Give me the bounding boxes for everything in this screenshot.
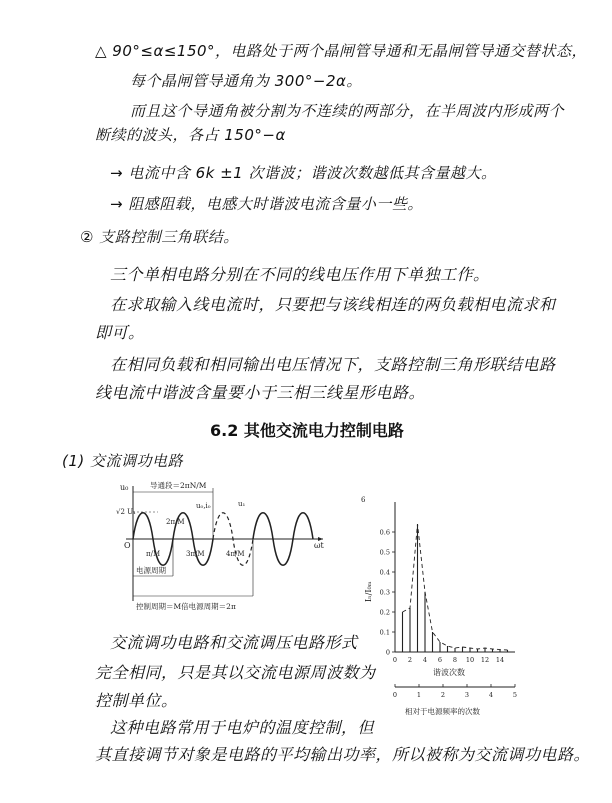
- x2-tick-label: 2: [440, 691, 446, 699]
- chart-corner-label: 6: [361, 496, 366, 504]
- x2-tick-label: 5: [512, 691, 518, 699]
- note-line-4: 断续的波头，各占 150°−α: [95, 126, 286, 144]
- y-tick-label: 0.4: [379, 568, 390, 577]
- label-u1: u₁: [238, 500, 246, 508]
- chart-x-label: 谐波次数: [433, 668, 465, 677]
- note-line-8: 三个单相电路分别在不同的线电压作用下单独工作。: [110, 265, 490, 284]
- note-line-3: 而且这个导通角被分割为不连续的两部分，在半周波内形成两个: [130, 102, 565, 120]
- para2-line1: 这种电路常用于电炉的温度控制，但: [110, 718, 375, 737]
- sub-title: (1) 交流调功电路: [62, 452, 184, 470]
- note-line-5: → 电流中含 6k ±1 次谐波；谐波次数越低其含量越大。: [110, 164, 497, 182]
- x-tick-label: 4: [422, 656, 428, 664]
- x-tick-label: 12: [480, 656, 490, 664]
- label-period-ctl: 控制周期＝M倍电源周期＝2π: [136, 602, 236, 611]
- x-tick-label: 8: [452, 656, 458, 664]
- label-4pi-m: 4π/M: [226, 550, 245, 558]
- x-tick-label: 10: [465, 656, 475, 664]
- x-tick-label: 6: [437, 656, 443, 664]
- x2-tick-label: 4: [488, 691, 494, 699]
- label-conduct: 导通段＝2πN/M: [150, 481, 207, 490]
- note-line-10: 即可。: [95, 323, 145, 342]
- note-line-2: 每个晶闸管导通角为 300°−2α。: [130, 72, 362, 90]
- y-tick-label: 0.2: [379, 608, 390, 617]
- label-wt: ωt: [314, 541, 324, 550]
- label-uo: u₀: [120, 483, 129, 492]
- label-3pi-m: 3π/M: [186, 550, 205, 558]
- para2-line2: 其直接调节对象是电路的平均输出功率，所以被称为交流调功电路。: [95, 745, 591, 764]
- x2-tick-label: 1: [416, 691, 422, 699]
- note-line-11: 在相同负载和相同输出电压情况下，支路控制三角形联结电路: [110, 355, 556, 374]
- chart-y-label: Iₙ/I₀ₘ: [364, 581, 373, 602]
- note-line-9: 在求取输入线电流时，只要把与该线相连的两负载相电流求和: [110, 295, 556, 314]
- para1-line2: 完全相同，只是其以交流电源周波数为: [95, 663, 376, 682]
- label-amp: √2 U₁: [116, 508, 136, 516]
- y-tick-label: 0.6: [379, 528, 390, 537]
- note-line-12: 线电流中谐波含量要小于三相三线星形电路。: [95, 383, 426, 402]
- label-uo-io: u₀,i₀: [196, 502, 211, 510]
- spectrum-envelope: [403, 524, 508, 650]
- waveform-figure: [118, 476, 328, 616]
- x-tick-label: 2: [407, 656, 413, 664]
- x2-tick-label: 0: [392, 691, 398, 699]
- y-tick-label: 0.1: [379, 628, 390, 637]
- label-pi-m: π/M: [146, 550, 161, 558]
- para1-line1: 交流调功电路和交流调压电路形式: [110, 633, 358, 652]
- x2-tick-label: 3: [464, 691, 470, 699]
- y-tick-label: 0: [385, 648, 390, 657]
- section-title: 6.2 其他交流电力控制电路: [210, 421, 404, 440]
- chart-x2-label: 相对于电源频率的次数: [405, 707, 480, 716]
- label-frac1: 2π/M: [166, 518, 185, 526]
- x-tick-label: 0: [392, 656, 398, 664]
- harmonic-spectrum-chart: [355, 492, 545, 720]
- para1-line3: 控制单位。: [95, 691, 178, 710]
- note-line-6: → 阻感阻载，电感大时谐波电流含量小一些。: [110, 195, 423, 213]
- y-tick-label: 0.5: [379, 548, 390, 557]
- note-line-1: △ 90°≤α≤150°，电路处于两个晶闸管导通和无晶闸管导通交替状态，: [95, 42, 588, 60]
- y-tick-label: 0.3: [379, 588, 390, 597]
- label-origin: O: [124, 541, 131, 550]
- note-line-7: ② 支路控制三角联结。: [80, 228, 239, 246]
- label-period-src: 电源周期: [136, 566, 166, 575]
- x-tick-label: 14: [495, 656, 505, 664]
